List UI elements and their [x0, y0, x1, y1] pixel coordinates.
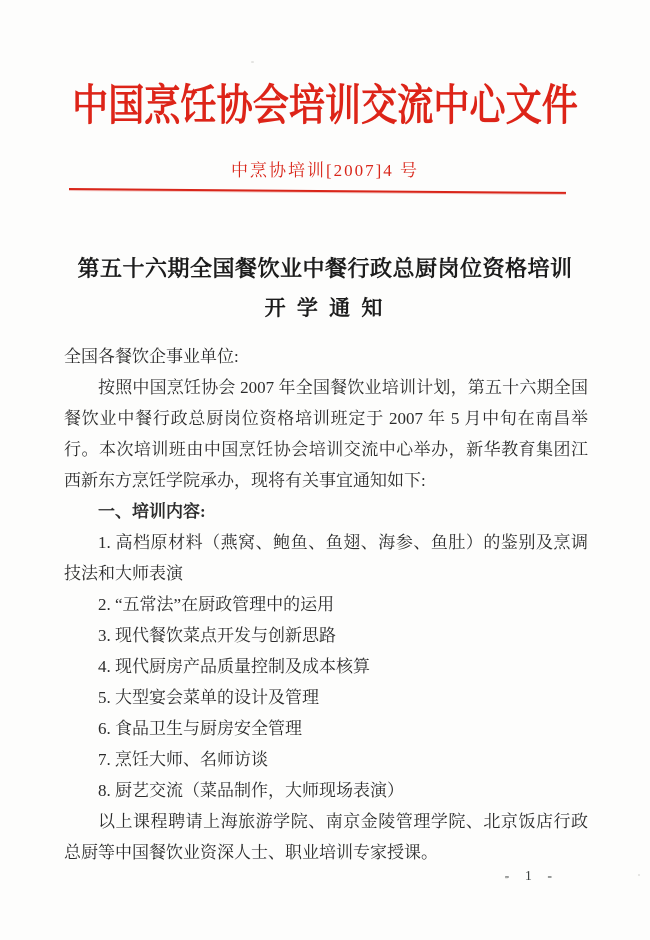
notice-title-line1: 第五十六期全国餐饮业中餐行政总厨岗位资格培训	[77, 256, 573, 281]
scan-speck	[251, 61, 254, 63]
salutation: 全国各餐饮企事业单位:	[64, 347, 239, 366]
scan-speck	[505, 877, 508, 879]
training-item: 7. 烹饪大师、名师访谈	[98, 750, 268, 769]
training-item: 4. 现代厨房产品质量控制及成本核算	[98, 657, 370, 676]
closing-paragraph: 以上课程聘请上海旅游学院、南京金陵管理学院、北京饭店行政总厨等中国餐饮业资深人士、职业培训专家授课。	[64, 812, 588, 862]
training-item: 5. 大型宴会菜单的设计及管理	[98, 688, 319, 707]
training-item: 2. “五常法”在厨政管理中的运用	[98, 595, 335, 614]
training-item: 6. 食品卫生与厨房安全管理	[98, 719, 302, 738]
training-item: 1. 高档原材料（燕窝、鲍鱼、鱼翅、海参、鱼肚）的鉴别及烹调技法和大师表演	[64, 533, 588, 583]
section-heading-training-content: 一、培训内容:	[98, 502, 206, 521]
scan-speck	[638, 874, 640, 876]
document-number: 中烹协培训[2007]4 号	[230, 161, 420, 180]
training-item: 3. 现代餐饮菜点开发与创新思路	[98, 626, 336, 645]
intro-paragraph: 按照中国烹饪协会 2007 年全国餐饮业培训计划，第五十六期全国餐饮业中餐行政总厨岗位资格培训班定于 2007 年 5 月中旬在南昌举行。本次培训班由中国烹饪协会培训交流中心举办，新华教育集团江西新东方烹饪学院承办，现将有关事宜通知如下:	[64, 378, 588, 490]
notice-title	[0, 252, 650, 322]
red-separator-rule	[69, 188, 566, 194]
training-item: 8. 厨艺交流（菜品制作，大师现场表演）	[98, 781, 404, 800]
letterhead-org-title: 中国烹饪协会培训交流中心文件	[72, 83, 578, 130]
notice-title-line2: 开 学 通 知	[264, 296, 386, 320]
document-body	[64, 341, 588, 868]
page-number: - 1 -	[504, 869, 558, 884]
